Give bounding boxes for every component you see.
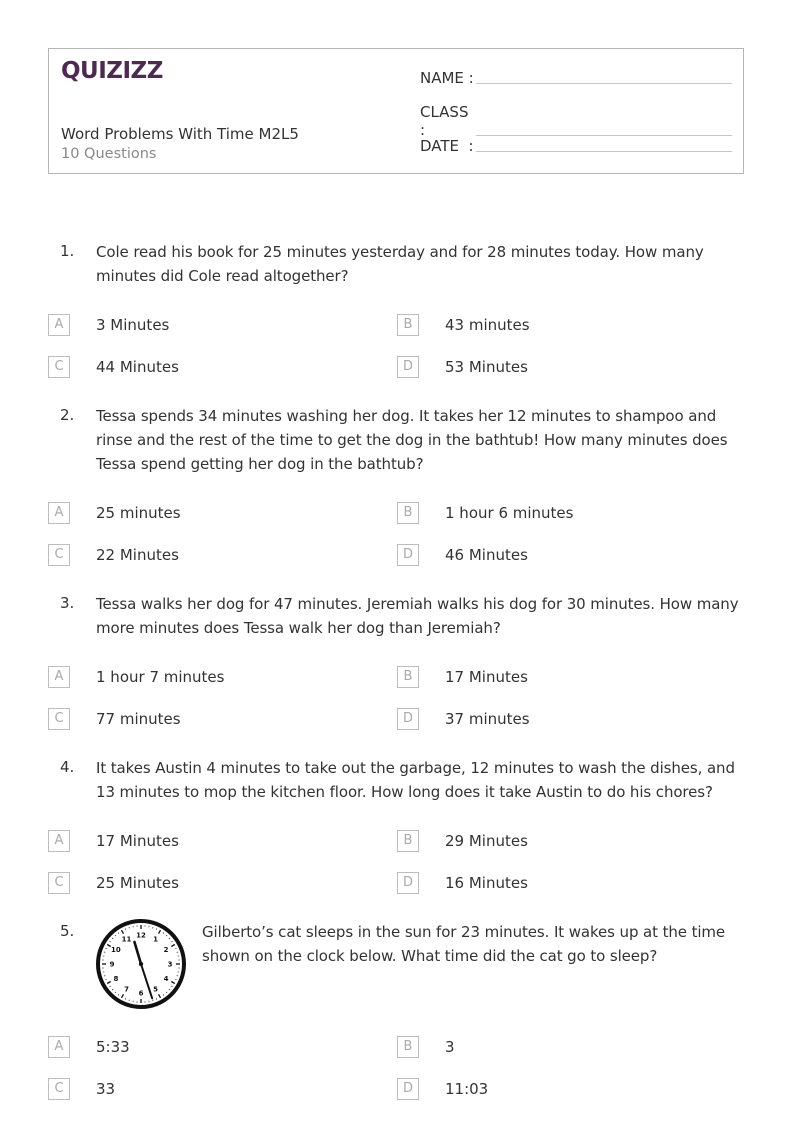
- name-field[interactable]: [420, 69, 732, 87]
- clock-number: 1: [153, 935, 158, 944]
- clock-number: 9: [109, 960, 115, 969]
- option-letter[interactable]: B: [397, 502, 419, 524]
- clock-center: [139, 962, 143, 966]
- option-text[interactable]: 44 Minutes: [96, 358, 179, 376]
- option-letter[interactable]: A: [48, 502, 70, 524]
- option-letter[interactable]: B: [397, 314, 419, 336]
- option-text[interactable]: 43 minutes: [445, 316, 530, 334]
- option-text[interactable]: 29 Minutes: [445, 832, 528, 850]
- option-text[interactable]: 17 Minutes: [445, 668, 528, 686]
- question-number: 1.: [60, 242, 75, 260]
- option-letter[interactable]: D: [397, 544, 419, 566]
- option-letter[interactable]: D: [397, 708, 419, 730]
- clock-number: 12: [136, 931, 146, 940]
- worksheet-title: Word Problems With Time M2L5: [61, 125, 299, 143]
- option-letter[interactable]: A: [48, 666, 70, 688]
- option-letter[interactable]: D: [397, 1078, 419, 1100]
- question-count: 10 Questions: [61, 146, 157, 162]
- option-text[interactable]: 1 hour 6 minutes: [445, 504, 574, 522]
- option-text[interactable]: 3: [445, 1038, 455, 1056]
- question-text: Tessa walks her dog for 47 minutes. Jeremiah walks his dog for 30 minutes. How many more minutes does Tessa walk her dog than Jeremiah?: [96, 595, 739, 637]
- clock-number: 6: [138, 989, 144, 998]
- option-letter[interactable]: A: [48, 1036, 70, 1058]
- clock-number: 10: [111, 946, 121, 954]
- option-letter[interactable]: C: [48, 544, 70, 566]
- class-field[interactable]: [420, 103, 732, 139]
- option-text[interactable]: 77 minutes: [96, 710, 181, 728]
- option-letter[interactable]: B: [397, 830, 419, 852]
- option-letter[interactable]: C: [48, 708, 70, 730]
- option-letter[interactable]: D: [397, 872, 419, 894]
- option-text[interactable]: 3 Minutes: [96, 316, 170, 334]
- worksheet-header: [48, 48, 744, 174]
- option-text[interactable]: 25 minutes: [96, 504, 181, 522]
- question-number: 4.: [60, 758, 75, 776]
- option-text[interactable]: 25 Minutes: [96, 874, 179, 892]
- name-line: [476, 83, 732, 84]
- clock-number: 4: [163, 975, 169, 983]
- date-field[interactable]: [420, 137, 732, 155]
- question-text: Cole read his book for 25 minutes yesterday and for 28 minutes today. How many minutes did Cole read altogether?: [96, 243, 704, 285]
- clock-number: 3: [167, 960, 173, 969]
- clock-number: 11: [121, 935, 132, 944]
- clock-number: 5: [153, 985, 158, 994]
- option-letter[interactable]: A: [48, 314, 70, 336]
- clock-number: 2: [163, 946, 169, 954]
- option-text[interactable]: 5:33: [96, 1038, 130, 1056]
- class-line: [476, 135, 732, 136]
- question-number: 2.: [60, 406, 75, 424]
- option-text[interactable]: 22 Minutes: [96, 546, 179, 564]
- question-number: 3.: [60, 594, 75, 612]
- clock-number: 7: [124, 985, 129, 994]
- option-letter[interactable]: C: [48, 872, 70, 894]
- question-text: It takes Austin 4 minutes to take out the garbage, 12 minutes to wash the dishes, and 13 minutes to mop the kitchen floor. How long does it take Austin to do his chores?: [96, 759, 735, 801]
- date-label: DATE :: [420, 137, 474, 155]
- option-text[interactable]: 16 Minutes: [445, 874, 528, 892]
- clock-image: [95, 918, 187, 1010]
- name-label: NAME :: [420, 69, 474, 87]
- option-letter[interactable]: B: [397, 666, 419, 688]
- class-label: CLASS :: [420, 103, 469, 139]
- option-text[interactable]: 33: [96, 1080, 116, 1098]
- option-text[interactable]: 46 Minutes: [445, 546, 528, 564]
- option-text[interactable]: 37 minutes: [445, 710, 530, 728]
- quizizz-logo: QUIZIZZ: [61, 58, 163, 84]
- option-letter[interactable]: D: [397, 356, 419, 378]
- option-letter[interactable]: B: [397, 1036, 419, 1058]
- clock-number: 8: [113, 975, 119, 983]
- option-text[interactable]: 53 Minutes: [445, 358, 528, 376]
- date-line: [476, 151, 732, 152]
- option-letter[interactable]: C: [48, 1078, 70, 1100]
- option-text[interactable]: 17 Minutes: [96, 832, 179, 850]
- option-text[interactable]: 1 hour 7 minutes: [96, 668, 225, 686]
- option-letter[interactable]: C: [48, 356, 70, 378]
- question-number: 5.: [60, 922, 75, 940]
- option-text[interactable]: 11:03: [445, 1080, 489, 1098]
- option-letter[interactable]: A: [48, 830, 70, 852]
- question-text: Gilberto’s cat sleeps in the sun for 23 minutes. It wakes up at the time shown on the clock below. What time did the cat go to sleep?: [202, 923, 726, 965]
- question-text: Tessa spends 34 minutes washing her dog. It takes her 12 minutes to shampoo and rinse and the rest of the time to get the dog in the bathtub! How many minutes does Tessa spend getting her dog in the bathtub?: [96, 407, 728, 473]
